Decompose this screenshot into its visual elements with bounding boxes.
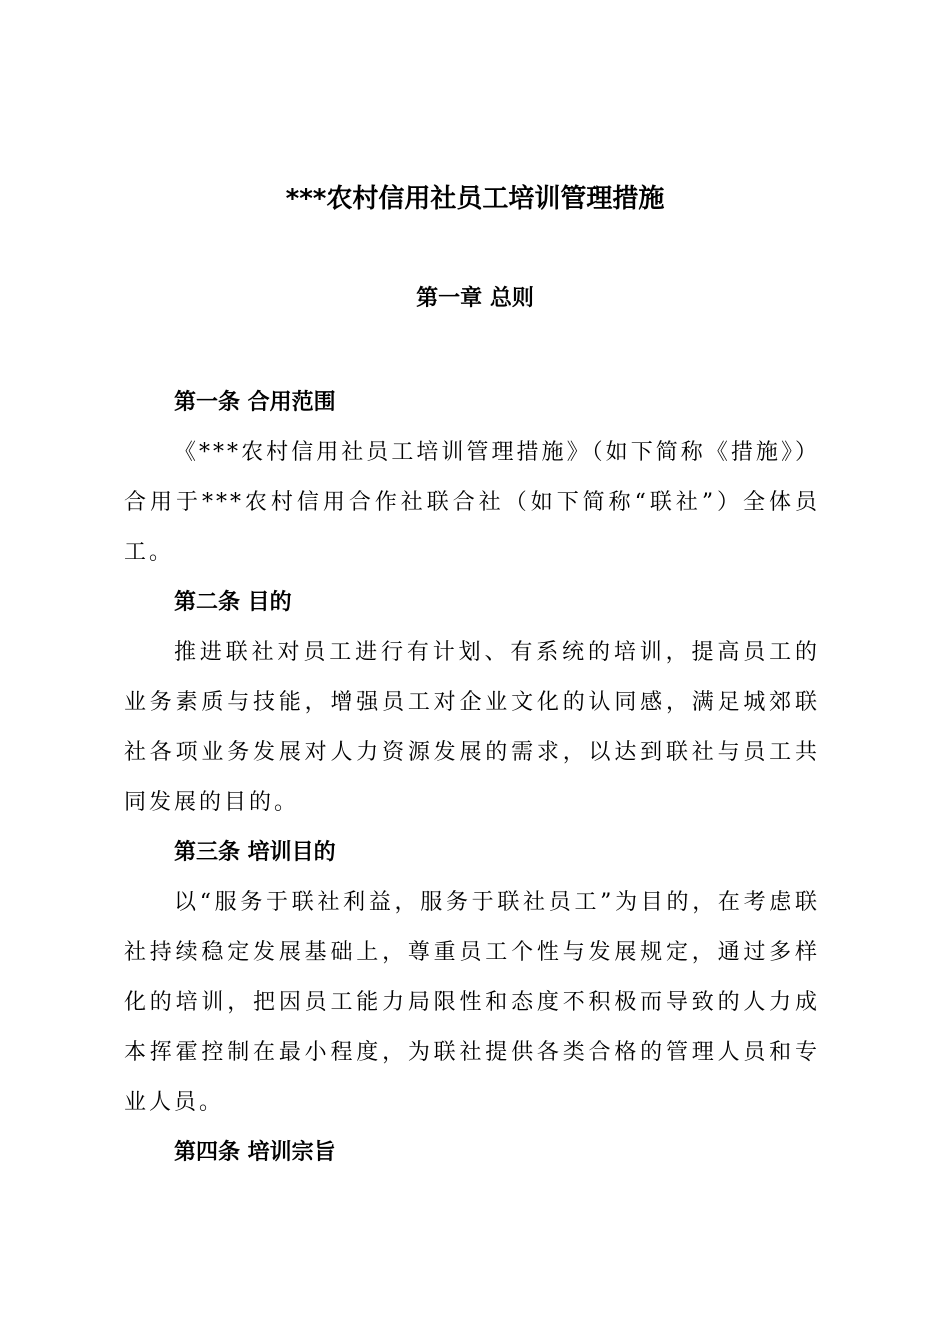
document-title: ***农村信用社员工培训管理措施 [285,184,665,214]
chapter-title: 第一章 总则 [416,286,534,311]
article-heading: 第一条 合用范围 [174,390,336,415]
article-3 [124,828,820,1128]
article-body: 《***农村信用社员工培训管理措施》（如下简称《措施》）合用于***农村信用合作社联合社（如下简称“联社”）全体员工。 [124,440,820,565]
article-body: 推进联社对员工进行有计划、有系统的培训，提高员工的业务素质与技能，增强员工对企业文化的认同感，满足城郊联社各项业务发展对人力资源发展的需求，以达到联社与员工共同发展的目的。 [124,640,820,815]
document-content [124,378,820,1178]
article-1 [124,378,820,578]
article-heading: 第二条 目的 [174,590,292,615]
article-heading: 第四条 培训宗旨 [174,1140,336,1165]
article-2 [124,578,820,828]
article-body: 以“服务于联社利益，服务于联社员工”为目的，在考虑联社持续稳定发展基础上，尊重员工个性与发展规定，通过多样化的培训，把因员工能力局限性和态度不积极而导致的人力成本挥霍控制在最小程度，为联社提供各类合格的管理人员和专业人员。 [124,890,820,1115]
article-4 [124,1128,820,1178]
article-heading: 第三条 培训目的 [174,840,336,865]
